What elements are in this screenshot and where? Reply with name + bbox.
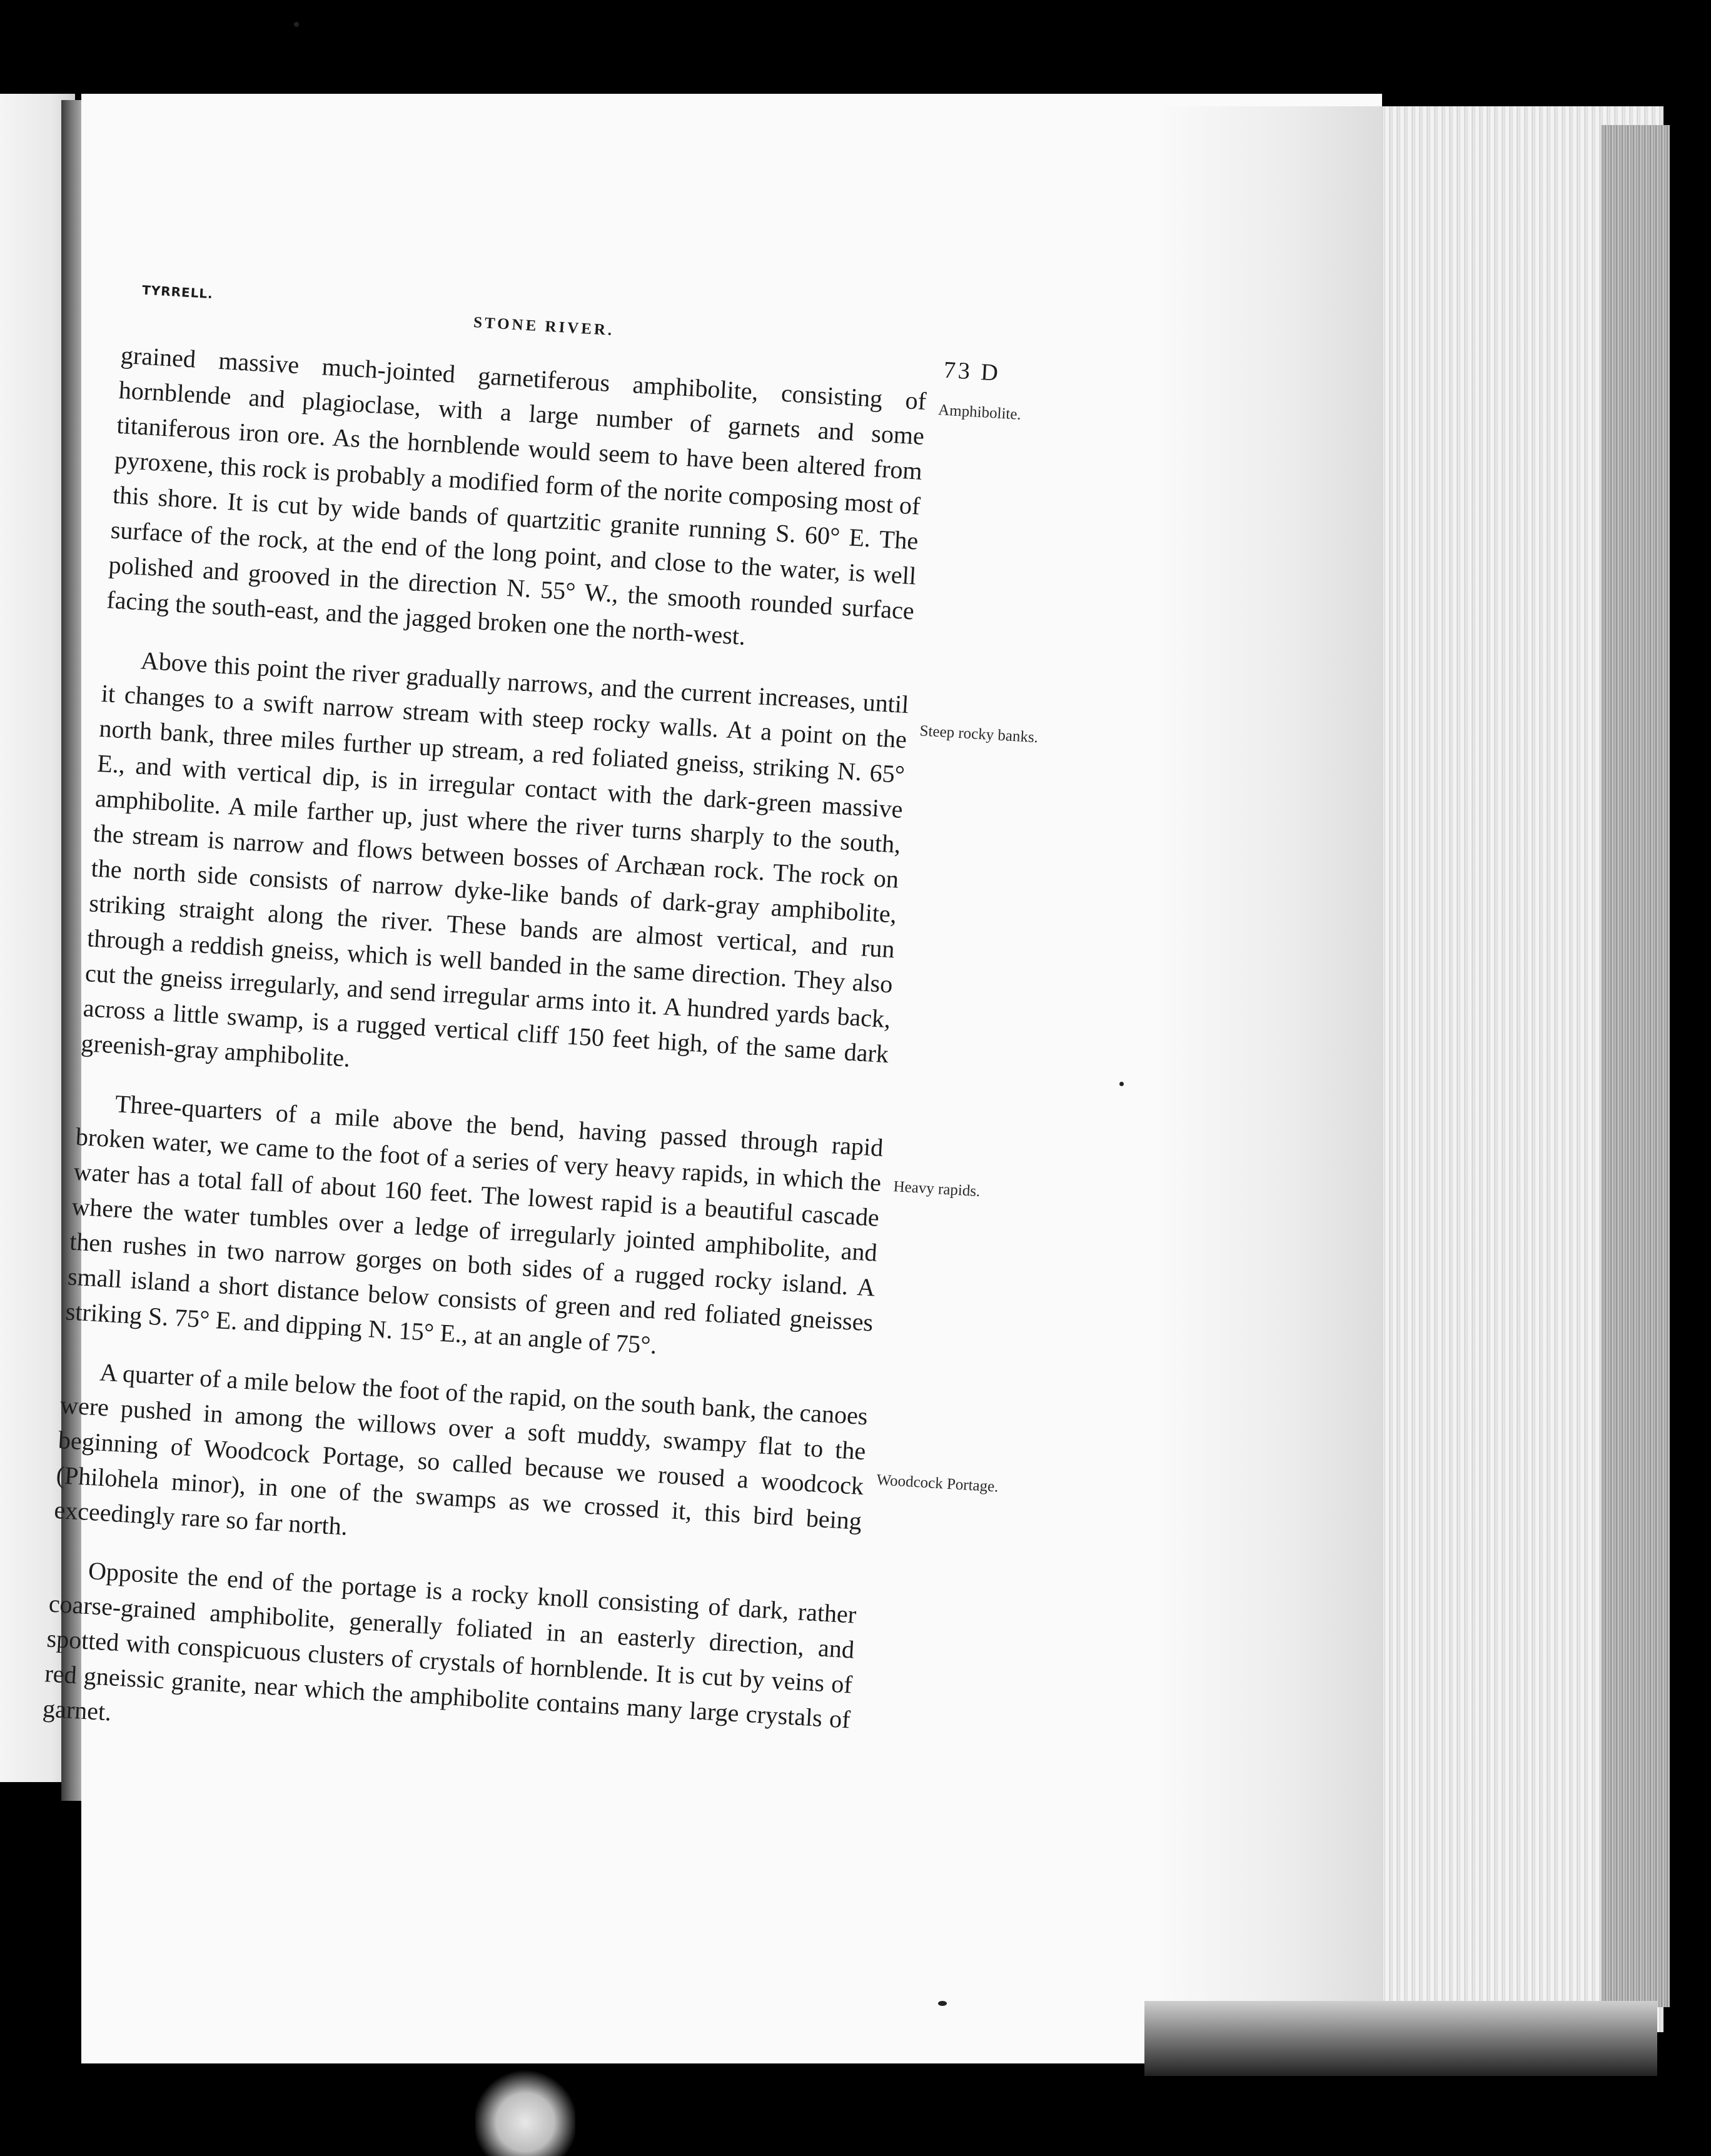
dust-speck bbox=[294, 22, 299, 27]
page-number: 73 D bbox=[942, 356, 1002, 386]
margin-note-woodcock-portage: Woodcock Portage. bbox=[876, 1471, 999, 1496]
paragraph-2: Above this point the river gradually narrows, and the current increases, until it changes to a swift narrow stream with steep rocky walls. At a point on the north bank, three miles further up stream, a red foliated gneiss, striking N. 65° E., and with vertical dip, is in irregular contact with the dark-green massive amphibolite. A mile farther up, just where the river turns sharply to the south, the stream is narrow and flows between bosses of Archæan rock. The rock on the north side consists of narrow dyke-like bands of dark-gray amphibolite, striking straight along the river. These bands are almost vertical, and run through a reddish gneiss, which is well banded in the same direction. They also cut the gneiss irregularly, and send irregular arms into it. A hundred yards back, across a little swamp, is a rugged vertical cliff 150 feet high, of the same dark greenish-gray amphibolite. bbox=[80, 646, 910, 1072]
margin-note-heavy-rapids: Heavy rapids. bbox=[892, 1178, 981, 1201]
running-head-title: STONE RIVER. bbox=[473, 314, 615, 340]
running-head-author: TYRRELL. bbox=[141, 282, 214, 302]
body-text bbox=[42, 338, 1146, 1785]
scan-stain bbox=[475, 2070, 575, 2156]
margin-note-amphibolite: Amphibolite. bbox=[937, 401, 1022, 423]
paragraph-4: A quarter of a mile below the foot of the rapid, on the south bank, the canoes were pushed in among the willows over a soft muddy, swampy flat to the beginning of Woodcock Portage, so called because we roused a woodcock (Philohela minor), in one of the swamps as we crossed it, this bird being exceedingly rare so far north. bbox=[53, 1358, 869, 1541]
margin-notes bbox=[876, 385, 1115, 1496]
book-base-shadow bbox=[1144, 2001, 1657, 2076]
page-fore-edge-shadow bbox=[1601, 125, 1670, 2007]
paragraph-3: Three-quarters of a mile above the bend, having passed through rapid broken water, we came to the foot of a series of very heavy rapids, in which the water has a total fall of about 160 feet. The lowest rapid is a beautiful cascade where the water tumbles over a ledge of irregularly jointed amphibolite, and then rushes in two narrow gorges on both sides of a rugged rocky island. A small island a short distance below consists of green and red foliated gneisses striking S. 75° E. and dipping N. 15° E., at an angle of 75°. bbox=[64, 1089, 884, 1359]
dust-speck bbox=[938, 2001, 947, 2006]
paragraph-5: Opposite the end of the portage is a rocky knoll consisting of dark, rather coarse-grained amphibolite, generally foliated in an easterly direction, and spotted with conspicuous clusters of crystals of hornblende. It is cut by veins of red gneissic granite, near which the amphibolite contains many large crystals of garnet. bbox=[42, 1556, 857, 1734]
margin-note-steep-rocky-banks: Steep rocky banks. bbox=[919, 722, 1039, 747]
dust-speck bbox=[1119, 1082, 1124, 1086]
page-text-block bbox=[41, 281, 1149, 1809]
paragraph-1: grained massive much-jointed garnetiferous amphibolite, consisting of hornblende and plagioclase, with a large number of garnets and some titaniferous iron ore. As the hornblende would seem to have been altered from pyroxene, this rock is probably a modified form of the norite composing most of this shore. It is cut by wide bands of quartzitic granite running S. 60° E. The surface of the rock, at the end of the long point, and close to the water, is well polished and grooved in the direction N. 55° W., the smooth rounded surface facing the south-east, and the jagged broken one the north-west. bbox=[106, 340, 927, 651]
page-curl-shade bbox=[1157, 106, 1382, 2057]
